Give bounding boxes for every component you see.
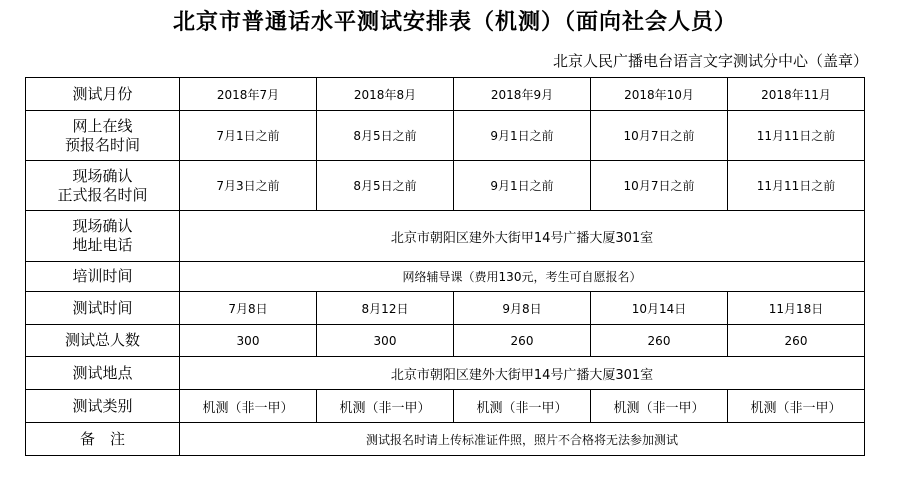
month-cell: 2018年8月 bbox=[317, 78, 454, 111]
row-label-line: 正式报名时间 bbox=[57, 185, 148, 204]
schedule-table bbox=[25, 77, 865, 456]
row-label-address bbox=[26, 211, 180, 262]
row-label-onsite-registration bbox=[26, 161, 180, 211]
count-cell: 300 bbox=[317, 325, 454, 357]
test-type-cell: 机测（非一甲） bbox=[317, 390, 454, 423]
row-label-count: 测试总人数 bbox=[26, 325, 180, 357]
table-row bbox=[26, 211, 865, 262]
onsite-address-cell: 北京市朝阳区建外大街甲14号广播大厦301室 bbox=[180, 211, 865, 262]
onsite-deadline-cell: 10月7日之前 bbox=[591, 161, 728, 211]
training-cell: 网络辅导课（费用130元，考生可自愿报名） bbox=[180, 262, 865, 292]
row-label-line: 网上在线 bbox=[72, 116, 133, 135]
row-label-line: 预报名时间 bbox=[64, 135, 140, 154]
page-title: 北京市普通话水平测试安排表（机测）（面向社会人员） bbox=[172, 9, 737, 35]
test-date-cell: 9月8日 bbox=[454, 292, 591, 325]
month-cell: 2018年11月 bbox=[728, 78, 865, 111]
online-deadline-cell: 7月1日之前 bbox=[180, 111, 317, 161]
row-label-month: 测试月份 bbox=[26, 78, 180, 111]
online-deadline-cell: 8月5日之前 bbox=[317, 111, 454, 161]
table-row bbox=[26, 390, 865, 423]
table-row bbox=[26, 423, 865, 456]
test-place-cell: 北京市朝阳区建外大街甲14号广播大厦301室 bbox=[180, 357, 865, 390]
count-cell: 260 bbox=[591, 325, 728, 357]
row-label-type: 测试类别 bbox=[26, 390, 180, 423]
count-cell: 260 bbox=[454, 325, 591, 357]
month-cell: 2018年10月 bbox=[591, 78, 728, 111]
test-date-cell: 11月18日 bbox=[728, 292, 865, 325]
table-row bbox=[26, 325, 865, 357]
row-label-line: 现场确认 bbox=[72, 166, 133, 185]
test-date-cell: 10月14日 bbox=[591, 292, 728, 325]
row-label-line: 地址电话 bbox=[72, 236, 133, 254]
table-row bbox=[26, 292, 865, 325]
row-label-note: 备 注 bbox=[26, 423, 180, 456]
onsite-deadline-cell: 9月1日之前 bbox=[454, 161, 591, 211]
row-label-training: 培训时间 bbox=[26, 262, 180, 292]
month-cell: 2018年7月 bbox=[180, 78, 317, 111]
online-deadline-cell: 11月11日之前 bbox=[728, 111, 865, 161]
row-label-online-registration bbox=[26, 111, 180, 161]
onsite-deadline-cell: 11月11日之前 bbox=[728, 161, 865, 211]
table-row bbox=[26, 262, 865, 292]
table-row bbox=[26, 111, 865, 161]
online-deadline-cell: 10月7日之前 bbox=[591, 111, 728, 161]
test-date-cell: 8月12日 bbox=[317, 292, 454, 325]
count-cell: 260 bbox=[728, 325, 865, 357]
table-row bbox=[26, 357, 865, 390]
onsite-deadline-cell: 7月3日之前 bbox=[180, 161, 317, 211]
test-type-cell: 机测（非一甲） bbox=[454, 390, 591, 423]
onsite-deadline-cell: 8月5日之前 bbox=[317, 161, 454, 211]
row-label-test-date: 测试时间 bbox=[26, 292, 180, 325]
table-row bbox=[26, 161, 865, 211]
online-deadline-cell: 9月1日之前 bbox=[454, 111, 591, 161]
issuer-stamp-line: 北京人民广播电台语言文字测试分中心（盖章） bbox=[552, 52, 868, 70]
month-cell: 2018年9月 bbox=[454, 78, 591, 111]
table-row bbox=[26, 78, 865, 111]
test-type-cell: 机测（非一甲） bbox=[591, 390, 728, 423]
test-date-cell: 7月8日 bbox=[180, 292, 317, 325]
test-type-cell: 机测（非一甲） bbox=[728, 390, 865, 423]
count-cell: 300 bbox=[180, 325, 317, 357]
row-label-line: 现场确认 bbox=[72, 217, 133, 235]
note-cell: 测试报名时请上传标准证件照，照片不合格将无法参加测试 bbox=[180, 423, 865, 456]
row-label-place: 测试地点 bbox=[26, 357, 180, 390]
test-type-cell: 机测（非一甲） bbox=[180, 390, 317, 423]
